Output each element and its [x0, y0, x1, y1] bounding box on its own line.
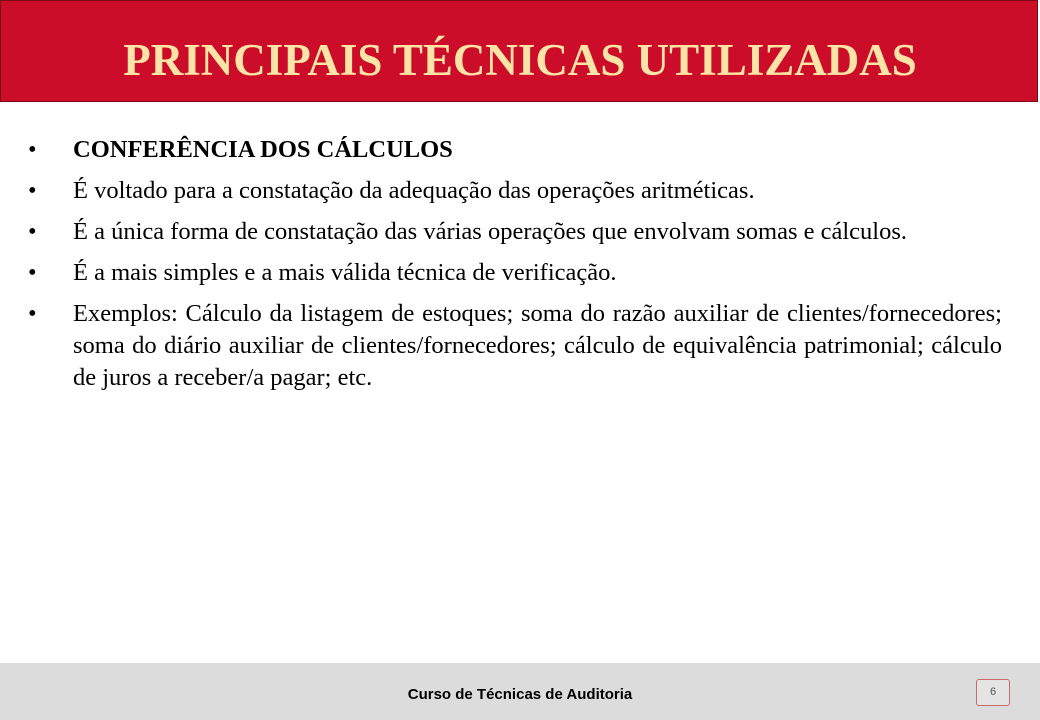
bullet-item — [28, 216, 1002, 248]
bullet-item — [28, 298, 1002, 394]
bullet-text: É voltado para a constatação da adequação das operações aritméticas. — [73, 177, 755, 204]
bullet-icon: • — [28, 300, 37, 327]
bullet-icon: • — [28, 136, 37, 163]
bullet-text: CONFERÊNCIA DOS CÁLCULOS — [73, 136, 453, 163]
bullet-item — [28, 257, 1002, 289]
bullet-item-heading — [28, 134, 1002, 166]
bullet-list — [28, 134, 1002, 394]
bullet-text: É a única forma de constatação das várias operações que envolvam somas e cálculos. — [73, 218, 908, 245]
slide-title: PRINCIPAIS TÉCNICAS UTILIZADAS — [123, 35, 917, 85]
bullet-text: Exemplos: Cálculo da listagem de estoques; soma do razão auxiliar de clientes/fornecedores; soma do diário auxiliar de clientes/fornecedores; cálculo de equivalência patrimonial; cálculo de juros a receber/a pagar; etc. — [73, 300, 1002, 391]
bullet-icon: • — [28, 218, 37, 245]
bullet-icon: • — [28, 177, 37, 204]
bullet-text: É a mais simples e a mais válida técnica de verificação. — [73, 259, 617, 286]
bullet-item — [28, 175, 1002, 207]
page-number: 6 — [976, 679, 1010, 706]
slide-content — [28, 134, 1002, 403]
footer-course-title: Curso de Técnicas de Auditoria — [407, 686, 633, 703]
bullet-icon: • — [28, 259, 37, 286]
